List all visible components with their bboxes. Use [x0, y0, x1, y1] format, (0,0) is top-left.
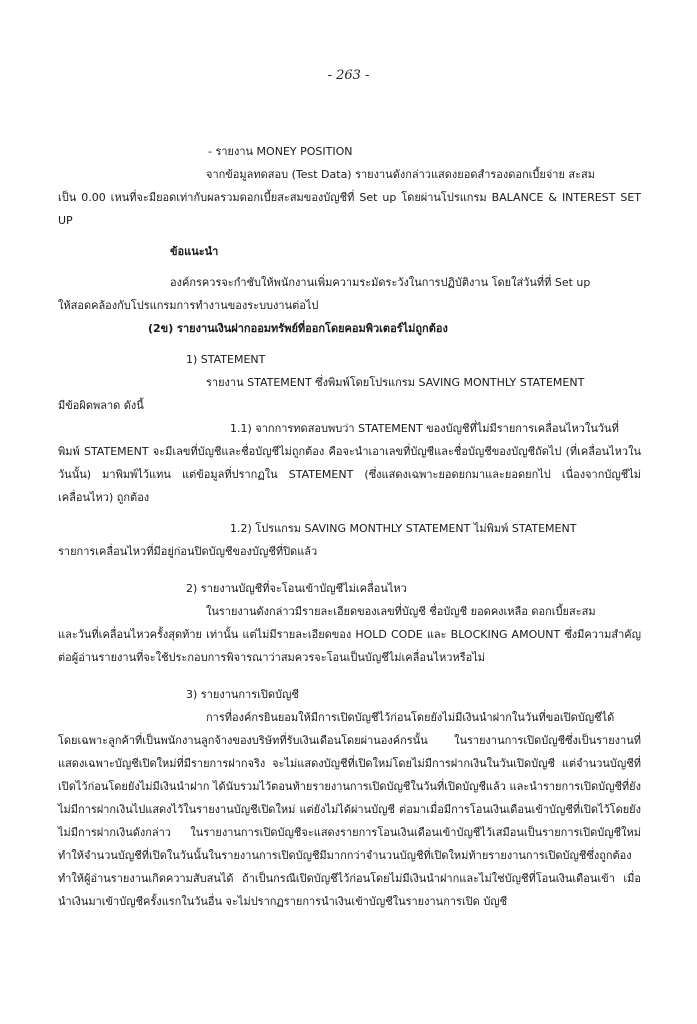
- page-number: - 263 -: [327, 68, 370, 83]
- statement-para-first: รายงาน STATEMENT ซึ่งพิมพ์โดยโปรแกรม SAVING MONTHLY STATEMENT: [206, 376, 585, 389]
- account-opening-para-first: การที่องค์กรยินยอมให้มีการเปิดบัญชีไว้ก่อนโดยยังไม่มีเงินนำฝากในวันที่ขอเปิดบัญชีได้: [206, 711, 615, 724]
- statement-para-rest: มีข้อผิดพลาด ดังนี้: [58, 399, 144, 412]
- recommendation-para-first: องค์กรควรจะกำชับให้พนักงานเพิ่มความระมัดระวังในการปฏิบัติงาน โดยใส่วันที่ที่ Set up: [170, 276, 591, 289]
- recommendation-heading: ข้อแนะนำ: [170, 245, 219, 258]
- statement-item-1-1-first: 1.1) จากการทดสอบพบว่า STATEMENT ของบัญชีที่ไม่มีรายการเคลื่อนไหวในวันที่: [230, 422, 619, 435]
- statement-item-1-2-first: 1.2) โปรแกรม SAVING MONTHLY STATEMENT ไม่พิมพ์ STATEMENT: [230, 522, 577, 535]
- statement-title: 1) STATEMENT: [186, 353, 266, 366]
- recommendation-para-rest: ให้สอดคล้องกับโปรแกรมการทำงานของระบบงานต่อไป: [58, 299, 319, 312]
- money-position-title: - รายงาน MONEY POSITION: [208, 145, 353, 158]
- dormant-title: 2) รายงานบัญชีที่จะโอนเข้าบัญชีไม่เคลื่อนไหว: [186, 582, 407, 595]
- money-position-para-rest: เป็น 0.00 เหนที่จะมียอดเท่ากับผลรวมดอกเบี้ยสะสมของบัญชีที่ Set up โดยผ่านโปรแกรม BALANCE & INTEREST SET UP: [58, 191, 641, 227]
- dormant-para-rest: และวันที่เคลื่อนไหวครั้งสุดท้าย เท่านั้น แต่ไม่มีรายละเอียดของ HOLD CODE และ BLOCKING AMOUNT ซึ่งมีความสำคัญต่อผู้อ่านรายงานที่จะใช้ประกอบการพิจารณาว่าสมควรจะโอนเป็นบัญชีไม่เคลื่อนไหวหรือไม่: [58, 628, 641, 664]
- account-opening-title: 3) รายงานการเปิดบัญชี: [186, 688, 299, 701]
- statement-item-1-2-rest: รายการเคลื่อนไหวที่มีอยู่ก่อนปิดบัญชีของบัญชีที่ปิดแล้ว: [58, 545, 318, 558]
- document-body: [58, 140, 641, 913]
- account-opening-para-rest: โดยเฉพาะลูกค้าที่เป็นพนักงานลูกจ้างของบริษัทที่รับเงินเดือนโดยผ่านองค์กรนั้น ในรายงานการเปิดบัญชีซึ่งเป็นรายงานที่แสดงเฉพาะบัญชีเปิดใหม่ที่มีรายการฝากจริง จะไม่แสดงบัญชีที่เปิดใหม่โดยไม่มีการฝากเงินในวันเปิดบัญชี แต่จำนวนบัญชีที่เปิดไว้ก่อนโดยยังไม่มีเงินนำฝาก ได้นับรวมไว้ตอนท้ายรายงานการเปิดบัญชีในวันที่เปิดบัญชีแล้ว และนำรายการเปิดบัญชีที่ยังไม่มีการฝากเงินไปแสดงไว้ในรายงานบัญชีเปิดใหม่ แต่ยังไม่ได้ผ่านบัญชี ต่อมาเมื่อมีการโอนเงินเดือนเข้าบัญชีที่เปิดไว้โดยยังไม่มีการฝากเงินดังกล่าว ในรายงานการเปิดบัญชีจะแสดงรายการโอนเงินเดือนเข้าบัญชีไว้เสมือนเป็นรายการเปิดบัญชีใหม่ทำให้จำนวนบัญชีที่เปิดในวันนั้นในรายงานการเปิดบัญชีมีมากกว่าจำนวนบัญชีที่เปิดใหม่ท้ายรายงานการเปิดบัญชีซึ่งถูกต้อง ทำให้ผู้อ่านรายงานเกิดความสับสนได้ ถ้าเป็นกรณีเปิดบัญชีไว้ก่อนโดยไม่มีเงินนำฝากและไม่ใช่บัญชีที่โอนเงินเดือนเข้า เมื่อนำเงินมาเข้าบัญชีครั้งแรกในวันอื่น จะไม่ปรากฏรายการนำเงินเข้าบัญชีในรายงานการเปิด บัญชี: [58, 734, 641, 908]
- money-position-para-first: จากข้อมูลทดสอบ (Test Data) รายงานดังกล่าวแสดงยอดสำรองดอกเบี้ยจ่าย สะสม: [206, 168, 596, 181]
- dormant-para-first: ในรายงานดังกล่าวมีรายละเอียดของเลขที่บัญชี ชื่อบัญชี ยอดคงเหลือ ดอกเบี้ยสะสม: [206, 605, 596, 618]
- section-2b-heading: (2ข) รายงานเงินฝากออมทรัพย์ที่ออกโดยคอมพิวเตอร์ไม่ถูกต้อง: [148, 322, 448, 335]
- statement-item-1-1-rest: พิมพ์ STATEMENT จะมีเลขที่บัญชีและชื่อบัญชีไม่ถูกต้อง คือจะนำเอาเลขที่บัญชีและชื่อบัญชีของบัญชีถัดไป (ที่เคลื่อนไหวในวันนั้น) มาพิมพ์ไว้แทน แต่ข้อมูลที่ปรากฏใน STATEMENT (ซึ่งแสดงเฉพาะยอดยกมาและยอดยกไป เนื่องจากบัญชีไม่เคลื่อนไหว) ถูกต้อง: [58, 445, 641, 504]
